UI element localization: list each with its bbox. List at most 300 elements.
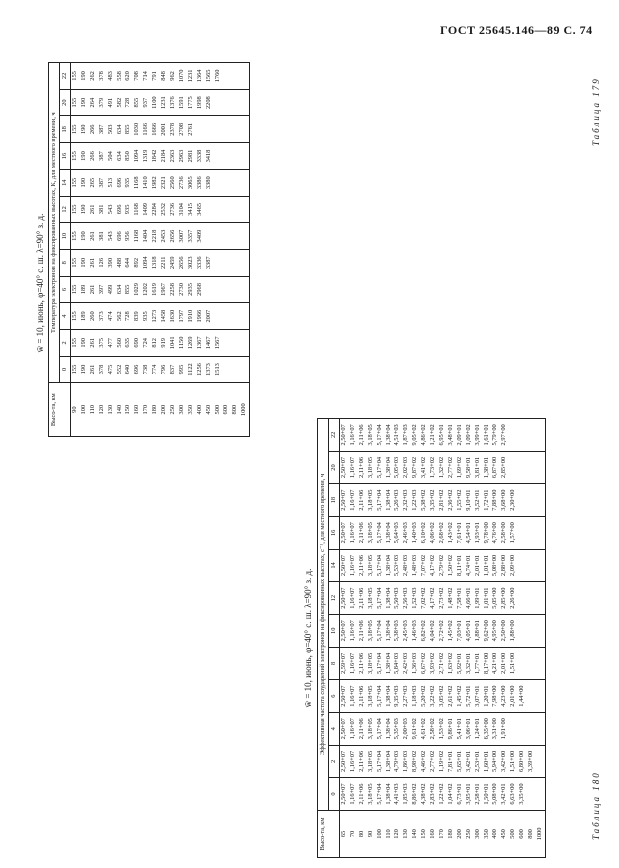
cell-value: 5,20+02 [420,685,428,707]
cell-value: 3418 [204,149,212,163]
cell-value: 1029 [133,283,141,296]
cell-value: 3007 [177,229,185,243]
cell-value: 387 [97,151,105,161]
cell-value: 1041 [168,336,176,350]
cell-value: 5,17+04 [375,489,383,511]
cell-value: 5,05+03 [393,456,401,479]
cell-value: 812 [151,338,159,348]
cell-value: 1376 [168,96,176,110]
hour-header: 6 [60,276,71,303]
cell-value: 9,10+01 [464,489,472,511]
height-value: 350 [186,404,194,415]
cell-value: 5,38+02 [420,489,428,511]
hour-header: 0 [329,778,340,811]
cell-value [240,118,249,140]
cell-value [222,359,231,381]
cell-value: 474 [106,311,114,321]
cell-value: 387 [97,124,105,135]
cell-value: 640 [124,364,132,375]
cell-value: 3023 [186,256,194,270]
cell-value: 5,17+04 [375,750,383,772]
cell-value: 262 [88,71,96,81]
cell-value: 190 [79,364,87,375]
height-value: 160 [133,404,141,415]
cell-value: 261 [88,338,96,348]
cell-value: 2,50+07 [340,685,347,707]
cell-value: 3,99+01 [473,424,481,446]
cell-value [536,780,545,808]
cell-value: 5,17+04 [375,522,383,544]
cell-value: 1,38+04 [384,456,392,479]
cell-value: 1,22+02 [437,783,445,805]
cell-value: 3,42+00 [500,750,508,772]
cell-value: 1,22+03 [411,489,419,511]
cell-value: 381 [97,204,105,215]
hour-header: 0 [60,356,71,383]
cell-value: 850 [124,151,132,161]
cell-value: 1,50+02 [446,554,454,577]
cell-value: 3,18+05 [366,489,374,511]
cell-value [231,118,240,140]
cell-value: 3409 [195,229,203,243]
cell-value: 3104 [177,203,185,216]
cell-value: 5,17+04 [375,424,383,446]
cell-value: 513 [106,177,114,188]
height-value: 600 [222,404,230,415]
height-value: 120 [97,404,105,415]
cell-value: 2,79+02 [437,554,445,577]
cell-value: 5,64+03 [393,522,401,544]
cell-value: 1,16+07 [348,783,356,805]
cell-value: 3386 [195,176,203,190]
value-column [71,196,250,223]
table-180-label: Таблица 180 [591,771,601,840]
cell-value: 2,50+07 [340,522,347,544]
cell-value: 690 [133,338,141,348]
cell-value: 2,01+00 [509,685,517,707]
cell-value: 2,58+00 [500,522,508,544]
cell-value [214,172,223,194]
cell-value: 9,78+00 [482,522,490,544]
height-value: 200 [160,404,168,415]
cell-value: 620 [124,71,132,81]
cell-value [536,748,545,776]
cell-value [536,650,545,678]
cell-value: 2,73+02 [437,587,445,609]
cell-value: 1,48+03 [411,554,419,577]
cell-value [240,305,249,327]
value-column [340,712,546,745]
cell-value: 1,63+02 [446,652,454,675]
cell-value: 4,66+01 [464,587,472,609]
cell-value: 2,53+01 [473,750,481,772]
table-179-caption: w̄ = 10, июнь, φ=40° с. ш. λ=90° з. д. [35,213,45,353]
cell-value [231,252,240,274]
cell-value: 543 [106,204,114,215]
cell-value: 1,36+03 [411,652,419,675]
height-value: 180 [151,404,159,415]
cell-value [527,715,536,743]
cell-value: 2,11+06 [357,457,365,478]
cell-value: 189 [79,284,87,295]
cell-value: 1,38+04 [384,685,392,707]
value-column [71,169,250,196]
hour-header: 22 [329,419,340,452]
cell-value: 155 [71,338,78,348]
cell-value: 4,79+03 [393,750,401,772]
cell-value: 381 [97,231,105,241]
hour-header: 4 [329,712,340,745]
cell-value: 3,35+02 [429,489,437,511]
cell-value: 5,17+04 [375,554,383,577]
cell-value: 2532 [160,203,168,216]
cell-value: 2,61+02 [446,685,454,707]
cell-value [240,225,249,247]
cell-value: 995 [177,364,185,375]
cell-value: 9,61+02 [411,718,419,740]
cell-value: 2001 [160,122,168,136]
cell-value: 2,11+06 [357,718,365,740]
cell-value: 1030 [133,122,141,136]
cell-value: 2,85+00 [500,587,508,609]
value-column [340,516,546,549]
hour-header: 6 [329,680,340,713]
cell-value: 738 [142,364,150,375]
cell-value [214,199,223,221]
cell-value: 2968 [195,283,203,296]
cell-value: 2,77+02 [446,456,454,479]
cell-value: 155 [71,124,78,135]
cell-value: 2007 [204,309,212,323]
cell-value: 2459 [168,256,176,270]
cell-value: 1,60+01 [482,750,490,772]
height-value: 400 [491,829,499,839]
height-header: Высо-та, км [318,810,340,857]
cell-value: 155 [71,151,78,161]
cell-value: 1842 [151,149,159,163]
cell-value: 1,69+02 [455,456,463,479]
table-179 [48,62,250,437]
cell-value: 378 [97,71,105,81]
cell-value: 1,20+01 [482,685,490,707]
cell-value: 543 [106,231,114,241]
cell-value: 2,50+07 [340,554,347,577]
cell-value [527,584,536,612]
cell-value: 696 [115,204,123,215]
cell-value: 378 [97,364,105,375]
cell-value: 155 [71,311,78,321]
cell-value: 2,30+00 [509,489,517,511]
cell-value [222,332,231,354]
subcaption: Эффективная частота соударений электронов на фиксированных высотах, с⁻¹, для местного времени, ч [318,419,329,811]
cell-value: 4,05+01 [464,620,472,642]
cell-value: 3,18+05 [366,456,374,479]
cell-value [231,172,240,194]
cell-value: 2,68+02 [437,522,445,544]
cell-value: 3,31+00 [491,718,499,740]
value-column [340,614,546,647]
cell-value: 1775 [186,96,194,110]
cell-value: 3,18+05 [366,685,374,707]
cell-value: 1,72+01 [482,489,490,511]
cell-value [518,421,527,449]
cell-value: 1,04+02 [446,783,454,805]
cell-value: 264 [88,97,96,108]
height-value: 160 [429,829,437,839]
cell-value: 155 [71,257,78,268]
cell-value: 696 [115,177,123,188]
value-column [340,484,546,517]
cell-value [240,279,249,301]
cell-value: 2,81+02 [437,489,445,511]
cell-value: 1,43+02 [446,522,454,544]
value-column [340,451,546,484]
cell-value: 2,97+00 [500,424,508,446]
table-179-label: Таблица 179 [591,77,601,146]
cell-value: 387 [97,177,105,188]
cell-value: 2218 [151,229,159,243]
cell-value: 1,88+01 [473,620,481,642]
cell-value [518,650,527,678]
cell-value: 4,04+02 [429,620,437,642]
cell-value: 562 [115,311,123,321]
value-column [340,582,546,615]
cell-value: 1,45+02 [455,685,463,707]
cell-value: 1,16+07 [348,424,356,446]
cell-value [196,118,205,140]
height-column [340,810,546,857]
cell-value: 5,53+03 [393,554,401,577]
cell-value: 2184 [160,149,168,163]
height-value: 200 [455,829,463,839]
cell-value: 1168 [133,229,141,243]
height-value: 250 [168,404,176,415]
height-value: 80 [357,830,365,838]
cell-value: 2560 [168,176,176,190]
cell-value: 1,21+02 [429,424,437,446]
cell-value: 1318 [151,256,159,270]
cell-value [222,118,231,140]
height-value: 450 [204,404,212,415]
hour-header: 8 [329,647,340,680]
cell-value: 499 [106,284,114,295]
cell-value [536,486,545,514]
cell-value: 1,48+02 [446,587,454,609]
cell-value: 1,16+07 [348,489,356,511]
cell-value: 1,38+04 [384,718,392,740]
cell-value: 1,19+02 [437,750,445,772]
cell-value: 9,87+02 [411,456,419,479]
cell-value: 373 [97,311,105,321]
cell-value [222,199,231,221]
cell-value: 728 [124,97,132,108]
cell-value: 1,61+01 [482,424,490,446]
cell-value: 6,95+01 [437,424,445,446]
cell-value: 190 [79,177,87,188]
cell-value: 5,79+00 [491,424,499,446]
cell-value: 962 [168,71,176,81]
cell-value: 1168 [133,176,141,189]
value-column [71,329,250,356]
cell-value: 1,16+07 [348,587,356,609]
value-column [71,143,250,170]
cell-value: 3,81+01 [473,456,481,479]
cell-value: 3,07+01 [473,685,481,707]
cell-value [536,617,545,645]
height-value: 300 [177,404,185,415]
hour-header: 2 [60,329,71,356]
cell-value [214,225,223,247]
cell-value: 1150 [177,336,185,350]
table-179-grid [48,62,250,437]
cell-value [240,172,249,194]
cell-value: 488 [115,257,123,268]
cell-value: 558 [115,71,123,81]
height-value: 1000 [240,403,248,417]
cell-value: 4,17+02 [429,587,437,609]
height-value: 100 [375,829,383,839]
cell-value: 2,50+07 [340,456,347,479]
cell-value: 956 [124,231,132,241]
cell-value [231,305,240,327]
cell-value: 2,11+06 [357,750,365,772]
cell-value: 1,88+00 [509,620,517,642]
value-column [340,647,546,680]
height-value: 250 [464,829,472,839]
cell-value: 1,99+01 [473,587,481,609]
cell-value: 3,18+05 [366,587,374,609]
cell-value: 1,16+07 [348,522,356,544]
cell-value [536,682,545,710]
cell-value: 2,50+07 [340,587,347,609]
cell-value [214,305,223,327]
cell-value: 1,16+07 [348,652,356,675]
cell-value: 1,38+04 [384,620,392,642]
cell-value: 9,05+02 [411,424,419,446]
cell-value: 3,41+02 [420,456,428,479]
cell-value: 265 [88,177,96,188]
cell-value [536,552,545,580]
hour-header: 22 [60,63,71,90]
height-value: 90 [71,406,78,413]
hour-header: 16 [60,143,71,170]
cell-value: 1,93+01 [473,522,481,544]
cell-value: 1,87+03 [402,424,410,446]
cell-value [214,92,223,114]
cell-value: 3,52+01 [473,489,481,511]
cell-value: 2,11+06 [357,783,365,805]
cell-value [222,65,231,87]
cell-value: 6,80+00 [518,750,526,772]
cell-value: 1168 [133,203,141,216]
cell-value: 1,38+01 [482,456,490,479]
cell-value: 5,17+04 [375,587,383,609]
cell-value: 2,11+06 [357,685,365,707]
cell-value [518,584,527,612]
cell-value: 1231 [160,96,168,110]
cell-value: 2321 [160,176,168,190]
cell-value: 3,18+05 [366,652,374,675]
cell-value: 2,59+07 [340,652,347,675]
cell-value: 4,46+02 [420,750,428,772]
value-column [71,356,250,383]
cell-value: 2708 [177,122,185,136]
cell-value: 126 [97,257,105,268]
cell-value: 190 [79,257,87,268]
cell-value: 634 [115,124,123,135]
cell-value: 1,38+04 [384,424,392,446]
cell-value: 2,09+00 [509,554,517,577]
cell-value: 2981 [186,149,194,163]
value-column [71,89,250,116]
cell-value: 5,17+04 [375,456,383,479]
cell-value: 1,57+00 [509,522,517,544]
cell-value: 1966 [195,309,203,323]
height-value: 100 [79,404,87,415]
height-value: 130 [402,829,410,839]
cell-value: 1,38+04 [384,652,392,675]
cell-value: 855 [133,97,141,108]
cell-value: 1565 [204,69,212,83]
cell-value: 2,11+06 [357,424,365,446]
cell-value: 3,06+01 [464,718,472,740]
cell-value: 260 [88,311,96,321]
cell-value: 7,03+01 [455,620,463,642]
cell-value: 5,17+04 [375,620,383,642]
height-value: 300 [473,829,481,839]
cell-value [214,279,223,301]
value-column [71,303,250,330]
cell-value: 261 [88,231,96,241]
cell-value: 696 [133,364,141,375]
cell-value: 3,95+01 [464,783,472,805]
cell-value: 837 [168,364,176,375]
cell-value [509,454,518,482]
cell-value: 1,77+01 [473,652,481,675]
cell-value: 724 [142,338,150,348]
cell-value [231,199,240,221]
cell-value: 3387 [204,256,212,270]
cell-value: 6,67+02 [420,652,428,675]
cell-value: 190 [79,97,87,108]
cell-value: 848 [160,71,168,81]
cell-value [214,118,223,140]
cell-value [518,552,527,580]
height-value: 600 [518,829,526,839]
value-column [71,223,250,250]
cell-value: 1202 [142,283,150,296]
cell-value: 379 [97,97,105,108]
cell-value: 3336 [195,256,203,270]
cell-value: 1630 [168,309,176,323]
cell-value: 5,65+01 [455,750,463,772]
table-180-caption: w̄ = 10, июнь, φ=40° с. ш. λ=90° з. д. [303,568,313,708]
cell-value: 1,46+03 [411,620,419,642]
cell-value: 2,26+00 [509,587,517,609]
cell-value: 1364 [195,69,203,83]
cell-value: 3,35+00 [518,783,526,805]
cell-value: 3,42+01 [464,750,472,772]
cell-value: 4,86+02 [420,424,428,446]
cell-value: 2,50+07 [340,489,347,511]
height-value: 170 [142,404,150,415]
hour-header: 14 [329,549,340,582]
cell-value: 7,02+02 [420,587,428,609]
cell-value [518,454,527,482]
value-column [71,249,250,276]
cell-value: 2,02+03 [402,456,410,479]
cell-value: 1269 [186,336,194,350]
